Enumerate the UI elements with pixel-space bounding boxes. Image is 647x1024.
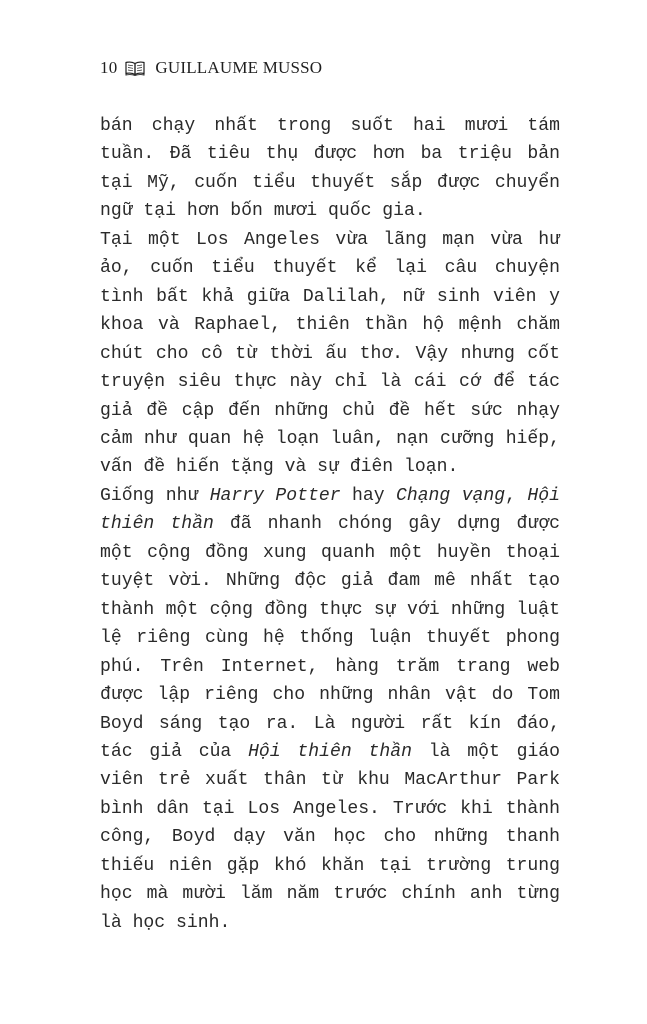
text-run: Giống như	[100, 485, 210, 506]
open-book-icon	[125, 61, 145, 76]
body-text	[100, 112, 560, 937]
text-run: hay	[340, 485, 396, 506]
italic-title: Harry Potter	[209, 485, 341, 506]
text-run: đã nhanh chóng gây dựng được một cộng đồng xung quanh một huyền thoại tuyệt vời. Những độc giả đam mê nhất tạo thành một cộng đồng thực sự với những luật lệ riêng cùng hệ thống luận thuyết phong phú. Trên Internet, hàng trăm trang web được lập riêng cho những nhân vật do Tom Boyd sáng tạo ra. Là người rất kín đáo, tác giả của	[100, 514, 560, 762]
page-number: 10	[100, 58, 118, 77]
text-run: ,	[505, 485, 528, 506]
paragraph	[100, 226, 560, 482]
paragraph	[100, 112, 560, 226]
italic-title: Chạng vạng	[395, 485, 506, 506]
paragraph	[100, 482, 560, 937]
running-header	[100, 58, 322, 78]
italic-title: Hội thiên thần	[100, 485, 560, 535]
text-run: là một giáo viên trẻ xuất thân từ khu MacArthur Park bình dân tại Los Angeles. Trước khi thành công, Boyd dạy văn học cho những thanh thiếu niên gặp khó khăn tại trường trung học mà mười lăm năm trước chính anh từng là học sinh.	[100, 741, 561, 933]
italic-title: Hội thiên thần	[248, 741, 412, 762]
author-name: GUILLAUME MUSSO	[155, 58, 323, 77]
text-run: Tại một Los Angeles vừa lãng mạn vừa hư ảo, cuốn tiểu thuyết kể lại câu chuyện tình bất khả giữa Dalilah, nữ sinh viên y khoa và Raphael, thiên thần hộ mệnh chăm chút cho cô từ thời ấu thơ. Vậy nhưng cốt truyện siêu thực này chỉ là cái cớ để tác giả đề cập đến những chủ đề hết sức nhạy cảm như quan hệ loạn luân, nạn cưỡng hiếp, vấn đề hiến tặng và sự điên loạn.	[100, 229, 560, 478]
text-run: bán chạy nhất trong suốt hai mươi tám tuần. Đã tiêu thụ được hơn ba triệu bản tại Mỹ, cuốn tiểu thuyết sắp được chuyển ngữ tại hơn bốn mươi quốc gia.	[100, 116, 560, 222]
